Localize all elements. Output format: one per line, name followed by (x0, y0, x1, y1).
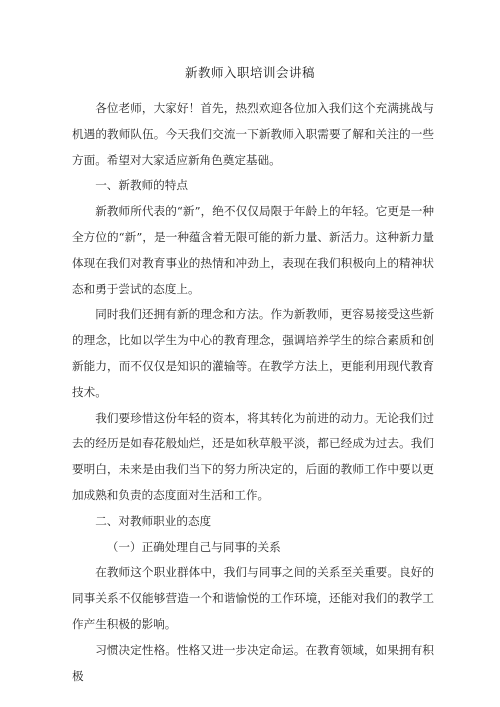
section-heading-1: 一、新教师的特点 (95, 178, 188, 193)
paragraph: 同时我们还拥有新的理念和方法。作为新教师，更容易接受这些新的理念，比如以学生为中心的教育理念，强调培养学生的综合素质和创新能力，而不仅仅是知识的灌输等。在教学方法上，更能利用现代教育技术。 (72, 307, 434, 399)
paragraph: 在教师这个职业群体中，我们与同事之间的关系至关重要。良好的同事关系不仅能够营造一个和谐愉悦的工作环境，还能对我们的教学工作产生积极的影响。 (72, 565, 434, 631)
paragraph: 新教师所代表的“新”，绝不仅仅局限于年龄上的年轻。它更是一种全方位的“新”，是一种蕴含着无限可能的新力量、新活力。这种新力量体现在我们对教育事业的热情和冲劲上，表现在我们积极向上的精神状态和勇于尝试的态度上。 (72, 204, 434, 296)
section-heading-2: 二、对教师职业的态度 (95, 513, 212, 528)
document-body (72, 96, 434, 689)
paragraph-intro: 各位老师，大家好！首先，热烈欢迎各位加入我们这个充满挑战与机遇的教师队伍。今天我们交流一下新教师入职需要了解和关注的一些方面。希望对大家适应新角色奠定基础。 (72, 101, 434, 167)
document-title: 新教师入职培训会讲稿 (184, 65, 315, 80)
paragraph: 我们要珍惜这份年轻的资本，将其转化为前进的动力。无论我们过去的经历是如春花般灿烂，还是如秋草般平淡，都已经成为过去。我们要明白，未来是由我们当下的努力所决定的，后面的教师工作中要以更加成熟和负责的态度面对生活和工作。 (72, 410, 434, 502)
paragraph: 习惯决定性格。性格又进一步决定命运。在教育领域，如果拥有积极 (72, 642, 434, 683)
subsection-heading-1: （一）正确处理自己与同事的关系 (106, 539, 281, 554)
